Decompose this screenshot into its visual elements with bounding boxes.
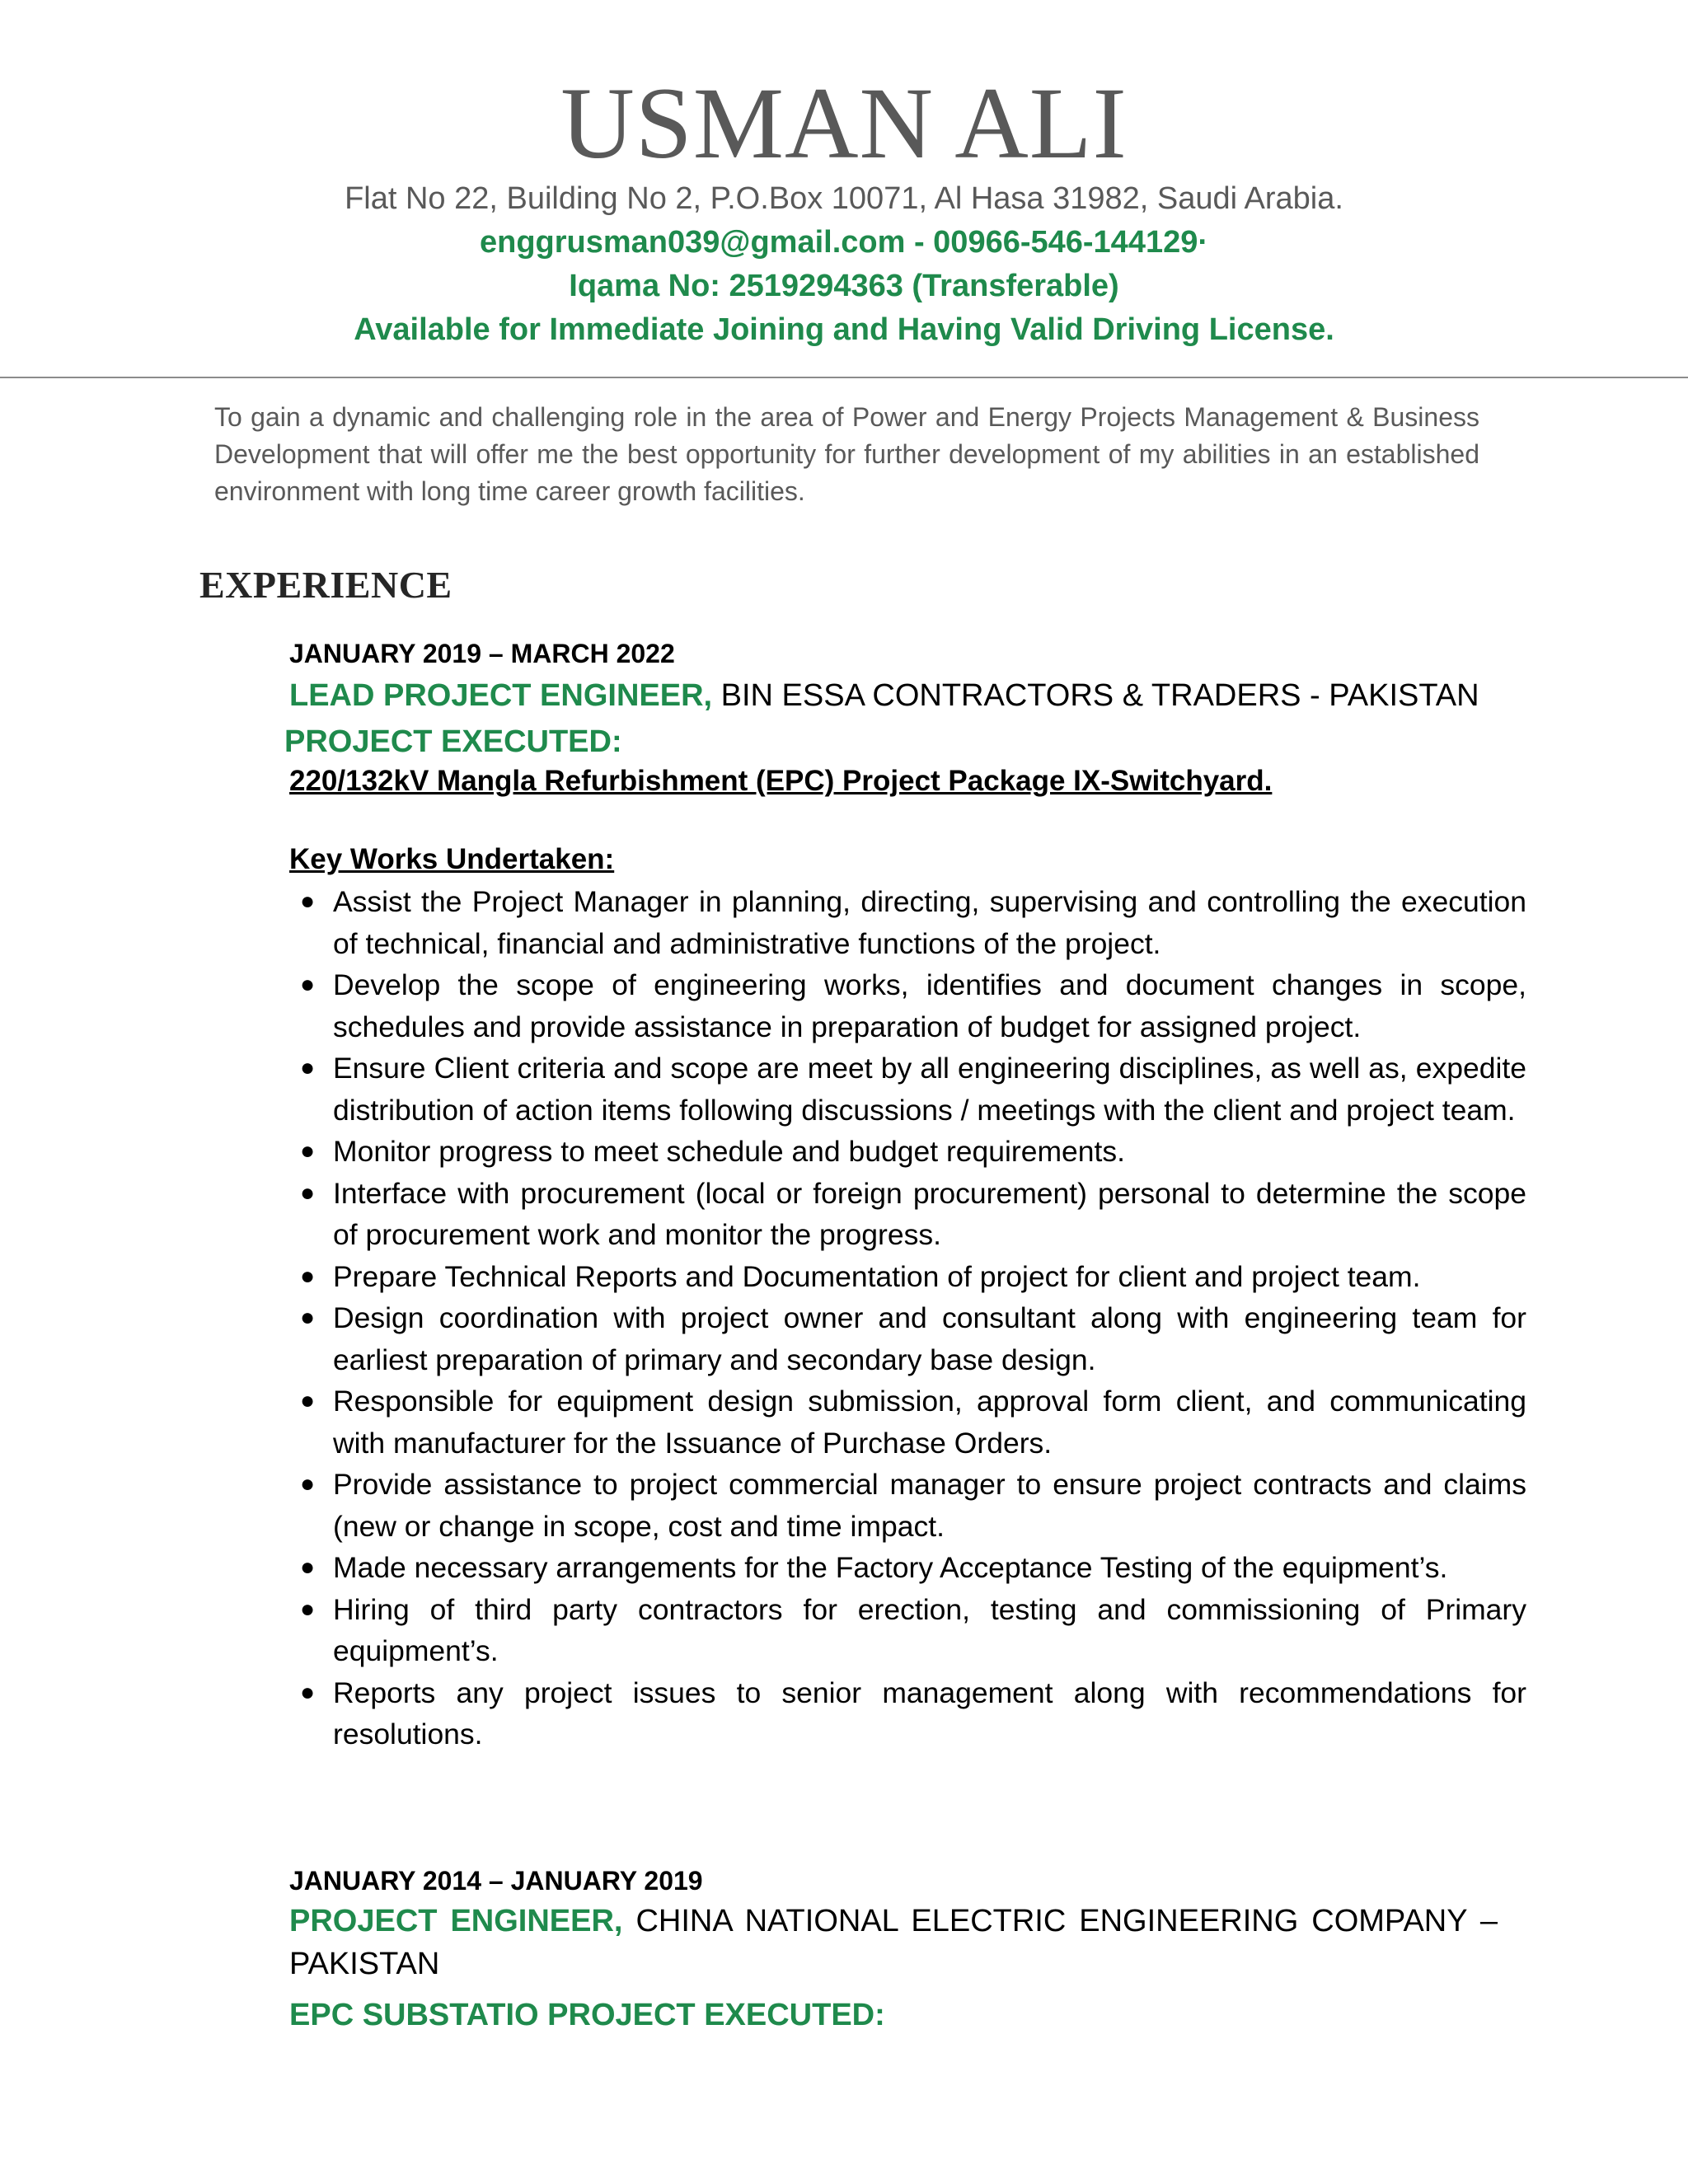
list-item bbox=[300, 1131, 1526, 1173]
iqama-number: Iqama No: 2519294363 (Transferable) bbox=[569, 269, 1119, 303]
list-item bbox=[300, 881, 1526, 964]
bullet-icon: ● bbox=[300, 1054, 316, 1081]
bullet-icon: ● bbox=[300, 971, 316, 998]
bullet-icon: ● bbox=[300, 1470, 316, 1497]
job1-project-label: PROJECT EXECUTED: bbox=[284, 724, 622, 759]
job1-title bbox=[289, 674, 1498, 717]
candidate-name: USMAN ALI bbox=[560, 67, 1128, 180]
list-item bbox=[300, 964, 1526, 1047]
address: Flat No 22, Building No 2, P.O.Box 10071, Al Hasa 31982, Saudi Arabia. bbox=[345, 181, 1343, 216]
bullet-icon: ● bbox=[300, 1678, 316, 1706]
list-item bbox=[300, 1547, 1526, 1589]
list-item bbox=[300, 1672, 1526, 1755]
duty-text: Develop the scope of engineering works, identifies and document changes in scope, schedules and provide assistance in preparation of budget for assigned project. bbox=[333, 968, 1526, 1043]
job2-dates: JANUARY 2014 – JANUARY 2019 bbox=[289, 1866, 703, 1896]
job1-employer: BIN ESSA CONTRACTORS & TRADERS - PAKISTAN bbox=[720, 678, 1479, 713]
job1-duties-list bbox=[289, 881, 1526, 1755]
job2-role: PROJECT ENGINEER, bbox=[289, 1904, 623, 1938]
job1-role: LEAD PROJECT ENGINEER, bbox=[289, 678, 713, 713]
bullet-icon: ● bbox=[300, 888, 316, 915]
list-item bbox=[300, 1297, 1526, 1380]
bullet-icon: ● bbox=[300, 1179, 316, 1207]
job2-title bbox=[289, 1900, 1498, 1985]
duty-text: Made necessary arrangements for the Factory Acceptance Testing of the equipment’s. bbox=[333, 1551, 1448, 1584]
bullet-icon: ● bbox=[300, 1595, 316, 1623]
duty-text: Design coordination with project owner and consultant along with engineering team for earliest preparation of primary and secondary base design. bbox=[333, 1301, 1526, 1376]
experience-heading: EXPERIENCE bbox=[199, 564, 452, 606]
bullet-icon: ● bbox=[300, 1554, 316, 1581]
list-item bbox=[300, 1464, 1526, 1547]
job2-project-label: EPC SUBSTATIO PROJECT EXECUTED: bbox=[289, 1998, 885, 2032]
duty-text: Ensure Client criteria and scope are meet by all engineering disciplines, as well as, expedite distribution of action items following discussions / meetings with the client and project team. bbox=[333, 1052, 1526, 1127]
header-divider bbox=[0, 377, 1688, 378]
duty-text: Responsible for equipment design submission, approval form client, and communicating with manufacturer for the Issuance of Purchase Orders. bbox=[333, 1385, 1526, 1460]
duty-text: Assist the Project Manager in planning, directing, supervising and controlling the execution of technical, financial and administrative functions of the project. bbox=[333, 885, 1526, 960]
bullet-icon: ● bbox=[300, 1387, 316, 1414]
objective-text: To gain a dynamic and challenging role in the area of Power and Energy Projects Management & Business Development that will offer me the best opportunity for further development of my abilities in an established environment with long time career growth facilities. bbox=[214, 402, 1479, 506]
duty-text: Hiring of third party contractors for erection, testing and commissioning of Primary equipment’s. bbox=[333, 1592, 1526, 1667]
availability-note: Available for Immediate Joining and Having Valid Driving License. bbox=[354, 312, 1334, 347]
job1-dates: JANUARY 2019 – MARCH 2022 bbox=[289, 639, 675, 668]
bullet-icon: ● bbox=[300, 1262, 316, 1290]
list-item bbox=[300, 1173, 1526, 1256]
duty-text: Provide assistance to project commercial manager to ensure project contracts and claims (new or change in scope, cost and time impact. bbox=[333, 1468, 1526, 1543]
bullet-icon: ● bbox=[300, 1137, 316, 1165]
email-phone: enggrusman039@gmail.com - 00966-546-144129· bbox=[479, 225, 1209, 260]
bullet-icon: ● bbox=[300, 1304, 316, 1331]
duty-text: Reports any project issues to senior management along with recommendations for resolutions. bbox=[333, 1675, 1526, 1750]
duty-text: Monitor progress to meet schedule and budget requirements. bbox=[333, 1135, 1126, 1168]
duty-text: Interface with procurement (local or foreign procurement) personal to determine the scope of procurement work and monitor the progress. bbox=[333, 1176, 1526, 1251]
list-item bbox=[300, 1380, 1526, 1464]
list-item bbox=[300, 1589, 1526, 1672]
list-item bbox=[300, 1047, 1526, 1131]
duty-text: Prepare Technical Reports and Documentation of project for client and project team. bbox=[333, 1259, 1421, 1293]
job1-works-label: Key Works Undertaken: bbox=[289, 843, 615, 875]
job1-project-name: 220/132kV Mangla Refurbishment (EPC) Project Package IX-Switchyard. bbox=[289, 765, 1273, 797]
list-item bbox=[300, 1256, 1526, 1298]
job2-employer: CHINA NATIONAL ELECTRIC ENGINEERING COMPANY – PAKISTAN bbox=[289, 1904, 1498, 1981]
